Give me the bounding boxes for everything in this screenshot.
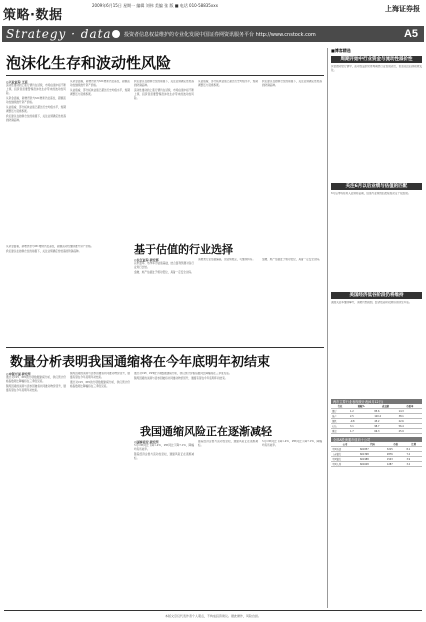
table-cell: 1287: [386, 462, 406, 467]
article3-paragraph: 通过对CPI、PPI的分项数据建模分析，我们预计价格指数同比降幅将在三季度见底。: [70, 381, 130, 388]
article3-paragraph: 翘尾因素的消退与需求回暖将共同推动物价回升，通缩有望在今年底明年初结束。: [134, 377, 228, 380]
table-cell: 8.1: [405, 447, 422, 452]
article2-byline: ◎长江证券 研究部: [134, 258, 159, 262]
article1-paragraph: 我们建议在控制仓位的前提下，关注业绩确定性较高的防御品种。: [6, 250, 82, 253]
table-cell: 1.2: [349, 409, 373, 414]
divider: [6, 347, 324, 348]
article2-paragraph: 消费类行业估值偏高，但业绩稳定，可继续持有。: [198, 258, 256, 261]
table-cell: 98.7: [373, 424, 397, 429]
article1-headline: 泡沫化生存和波动性风险: [6, 54, 172, 72]
article4-headline: 我国通缩风险正在逐渐减轻: [140, 425, 272, 438]
table-cell: 中国人寿: [331, 462, 359, 467]
article2-paragraph: 金融、地产估值处于相对低位，具备一定安全边际。: [134, 271, 194, 274]
table-cell: 601628: [359, 462, 386, 467]
table2-title: 全部A股流通市值前十公司: [331, 437, 422, 442]
article1-column: [6, 245, 130, 343]
table-cell: 3.9: [405, 457, 422, 462]
article3-column: [134, 372, 322, 420]
table-cell: 煤炭: [331, 429, 349, 434]
article4-paragraph: 5月CPI同比下降1.4%，PPI同比下降7.2%，降幅均有所收窄。: [262, 440, 322, 447]
table-cell: 66.3: [373, 429, 397, 434]
banner-slogan: 投资者信息权益维护的专业化发展中国证券网资讯服务平台 http://www.cnstock.com: [124, 32, 316, 38]
article1-column: [198, 80, 258, 235]
industry-table: [331, 404, 422, 434]
table-cell: 工商银行: [331, 452, 359, 457]
article1-paragraph: 流动性推动的上涨行情仍在延续，市场估值中枢不断上移，投资者需要警惕泡沫化生存带来的波动性风险。: [134, 89, 194, 100]
table-cell: 2.5: [349, 414, 373, 419]
table-cell: 601857: [359, 447, 386, 452]
article4-byline: ◎国泰君安 研究所: [134, 440, 159, 444]
article2-headline: 基于估值的行业选择: [134, 243, 233, 256]
table-header: 比例: [405, 442, 422, 447]
article4-paragraph: 5月CPI同比下降1.4%，PPI同比下降7.2%，降幅均有所收窄。: [134, 444, 194, 451]
article2-column: [198, 258, 258, 343]
article4-column: [262, 440, 322, 605]
table-cell: 120.4: [373, 414, 397, 419]
table-cell: 中国石油: [331, 447, 359, 452]
table-cell: 601398: [359, 452, 386, 457]
article1-paragraph: 从资金面看，新增贷款与M1增速仍处高位，超额流动性继续推升资产价格。: [6, 97, 66, 104]
article3-paragraph: 翘尾因素的消退与需求回暖将共同推动物价回升，通缩有望在今年底明年初结束。: [70, 372, 130, 379]
table-cell: 钢铁: [331, 419, 349, 424]
table-header: 涨幅%: [349, 404, 373, 409]
sidebar-box1-title: 周期开始中行业资金与流动性溢价性: [331, 56, 422, 63]
article3-headline: 数量分析表明我国通缩将在今年底明年初结束: [10, 355, 271, 370]
table-header: 市盈率: [398, 404, 422, 409]
table-cell: 45.2: [373, 419, 397, 424]
table-cell: 有色: [331, 424, 349, 429]
table-cell: 1543: [386, 457, 406, 462]
table-header: 行业: [331, 404, 349, 409]
table-cell: 85.6: [373, 409, 397, 414]
table-cell: 14.3: [398, 409, 422, 414]
article1-byline: ◎兴业证券 王君: [6, 80, 28, 84]
article2-paragraph: 金融、地产估值处于相对低位，具备一定安全边际。: [262, 258, 322, 261]
sidebar-header: ■博客精选: [331, 48, 351, 53]
table-header: 代码: [359, 442, 386, 447]
article2-paragraph: 以市盈率、市净率为估值基础，结合盈利预测对各行业进行比较。: [134, 262, 194, 269]
table-row: [331, 429, 422, 434]
page-number: A5: [403, 28, 418, 40]
article2-column: [134, 258, 194, 343]
sidebar-box2-title: 关注6月以后业绩与估值的匹配: [331, 183, 422, 190]
table-cell: 银行: [331, 409, 349, 414]
market-cap-table: [331, 442, 422, 467]
issue-meta: 2009年6月15日 星期一 编辑 刘伟 美编 张 版 ■ 电话 010-58835xxx: [92, 3, 218, 8]
article4-column: [198, 440, 258, 605]
column-divider: [327, 48, 328, 608]
article1-column: [262, 80, 322, 235]
table-cell: 3.1: [349, 424, 373, 429]
sidebar-box3-title: 美国经济低谷阶段仍将维持: [331, 292, 422, 299]
table-cell: 地产: [331, 414, 349, 419]
article4-paragraph: 随着经济企稳与流动性宽松，通缩风险正在逐渐减轻。: [134, 453, 194, 460]
article3-paragraph: 翘尾因素的消退与需求回暖将共同推动物价回升，通缩有望在今年底明年初结束。: [6, 385, 66, 392]
table-row: [331, 462, 422, 467]
footer-disclaimer: 本版文章仅代表作者个人观点，不构成投资建议。据此操作，风险自担。: [164, 614, 261, 618]
article4-paragraph: 随着经济企稳与流动性宽松，通缩风险正在逐渐减轻。: [198, 440, 258, 447]
table-cell: -0.8: [349, 419, 373, 424]
article3-paragraph: 通过对CPI、PPI的分项数据建模分析，我们预计价格指数同比降幅将在三季度见底。: [6, 376, 66, 383]
masthead: [0, 0, 426, 24]
table1-title: 两市主要行业表现统计表(6月12日): [331, 399, 422, 404]
article3-paragraph: 通过对CPI、PPI的分项数据建模分析，我们预计价格指数同比降幅将在三季度见底。: [134, 372, 232, 375]
divider: [4, 610, 422, 611]
table-cell: 3215: [386, 447, 406, 452]
banner-title: Strategy · data: [6, 27, 112, 41]
table-cell: 25.9: [398, 429, 422, 434]
newspaper-name: 上海证券报: [385, 4, 420, 13]
article3-byline: ◎申银万国 研究所: [6, 372, 31, 376]
table-cell: 56.4: [398, 424, 422, 429]
sidebar-box1-text: 资金推动型行情中，流动性溢价使得周期类行业表现突出，但需关注后续政策变化。: [331, 65, 422, 72]
article1-column: [134, 80, 194, 240]
table-header: 公司: [331, 442, 359, 447]
article1-paragraph: 从估值看，部分板块估值已超过历史均值水平，短期调整压力逐渐积累。: [70, 89, 130, 96]
article1-paragraph: 从估值看，部分板块估值已超过历史均值水平，短期调整压力逐渐积累。: [6, 106, 66, 113]
article1-paragraph: 从资金面看，新增贷款与M1增速仍处高位，超额流动性继续推升资产价格。: [6, 245, 94, 248]
table-cell: 2876: [386, 452, 406, 457]
article1-paragraph: 从估值看，部分板块估值已超过历史均值水平，短期调整压力逐渐积累。: [198, 80, 258, 87]
article1-paragraph: 我们建议在控制仓位的前提下，关注业绩确定性较高的防御品种。: [262, 80, 322, 87]
table-header: 市值: [386, 442, 406, 447]
section-title: 策略·数据: [3, 8, 63, 23]
table-cell: 1.7: [349, 429, 373, 434]
article1-paragraph: 我们建议在控制仓位的前提下，关注业绩确定性较高的防御品种。: [134, 80, 194, 87]
article1-column: [70, 80, 130, 240]
article3-column: [70, 372, 130, 607]
divider: [6, 75, 324, 76]
sidebar-box2-text: 6月后市场将进入业绩验证期，估值与业绩的匹配程度决定个股表现。: [331, 192, 411, 195]
table-cell: 22.6: [398, 419, 422, 424]
sidebar: [331, 48, 422, 467]
table-header: 成交额: [373, 404, 397, 409]
article4-column: [134, 440, 194, 605]
table-cell: 7.2: [405, 452, 422, 457]
table-cell: 38.1: [398, 414, 422, 419]
sidebar-box3-text: 美国失业率继续攀升，消费仍然疲弱，经济低谷阶段或将延续至年底。: [331, 301, 412, 304]
article1-paragraph: 我们建议在控制仓位的前提下，关注业绩确定性较高的防御品种。: [6, 115, 66, 122]
table-cell: 3.2: [405, 462, 422, 467]
table-cell: 中国银行: [331, 457, 359, 462]
article1-paragraph: 从资金面看，新增贷款与M1增速仍处高位，超额流动性继续推升资产价格。: [70, 80, 130, 87]
article3-column: [6, 372, 66, 607]
table-cell: 601988: [359, 457, 386, 462]
article1-column: [6, 80, 66, 240]
logo-icon: [112, 30, 120, 38]
article1-paragraph: 流动性推动的上涨行情仍在延续，市场估值中枢不断上移，投资者需要警惕泡沫化生存带来的波动性风险。: [6, 84, 66, 95]
article2-column: [262, 258, 322, 343]
